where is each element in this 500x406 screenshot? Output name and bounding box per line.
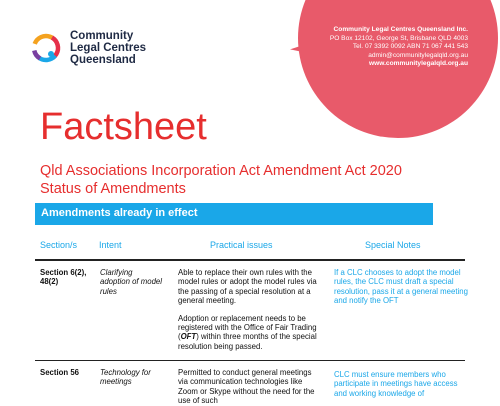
logo-line-1: Community xyxy=(70,30,134,42)
table-row-rule xyxy=(35,360,465,361)
logo-line-3: Queensland xyxy=(70,54,136,66)
row-2-practical: Permitted to conduct general meetings via communication technologies like Zoom or Skype without the need for the use of such xyxy=(178,368,315,406)
column-header-section: Section/s xyxy=(40,240,78,250)
column-header-notes: Special Notes xyxy=(365,240,421,250)
column-header-intent: Intent xyxy=(99,240,122,250)
row-1-practical-para-2: Adoption or replacement needs to be registered with the Office of Fair Trading (OFT) within three months of the special resolution being passed. xyxy=(178,313,317,351)
subtitle-line-2: Status of Amendments xyxy=(40,180,186,197)
row-2-intent: Technology for meetings xyxy=(100,368,151,387)
contact-address: PO Box 12102, George St, Brisbane QLD 4003 xyxy=(329,34,468,42)
logo-ring-icon xyxy=(30,32,62,64)
column-header-practical: Practical issues xyxy=(210,240,273,250)
contact-phone-abn: Tel. 07 3392 0092 ABN 71 067 441 543 xyxy=(352,43,468,51)
row-1-section: Section 6(2), 48(2) xyxy=(40,268,87,287)
row-2-section: Section 56 xyxy=(40,368,79,377)
page-subtitle xyxy=(40,163,480,198)
row-1-practical-para-1: Able to replace their own rules with the model rules or adopt the model rules via the passing of a special resolution at a general meeting. xyxy=(178,268,317,306)
page-title: Factsheet xyxy=(40,106,207,148)
section-banner xyxy=(35,203,433,225)
table-header xyxy=(35,238,465,254)
clcq-logo xyxy=(30,30,146,66)
contact-bubble xyxy=(298,0,498,138)
contact-website[interactable]: www.communitylegalqld.org.au xyxy=(368,60,468,68)
section-banner-label: Amendments already in effect xyxy=(41,207,198,219)
subtitle-line-1: Qld Associations Incorporation Act Amendment Act 2020 xyxy=(40,163,402,179)
contact-block xyxy=(306,26,468,69)
oft-abbreviation: OFT xyxy=(180,332,197,342)
row-1-intent: Clarifying adoption of model rules xyxy=(100,268,162,296)
contact-email[interactable]: admin@communitylegalqld.org.au xyxy=(368,51,468,59)
contact-org: Community Legal Centres Queensland Inc. xyxy=(333,26,468,33)
table-header-rule xyxy=(35,259,465,261)
row-1-practical xyxy=(178,268,320,351)
logo-wordmark xyxy=(70,30,146,66)
row-1-notes: If a CLC chooses to adopt the model rules, the CLC must draft a special resolution, pass it at a general meeting and notify the OFT xyxy=(334,268,468,306)
row-2-notes: CLC must ensure members who participate in meetings have access and working knowledge of xyxy=(334,370,458,398)
logo-line-2: Legal Centres xyxy=(70,42,147,54)
